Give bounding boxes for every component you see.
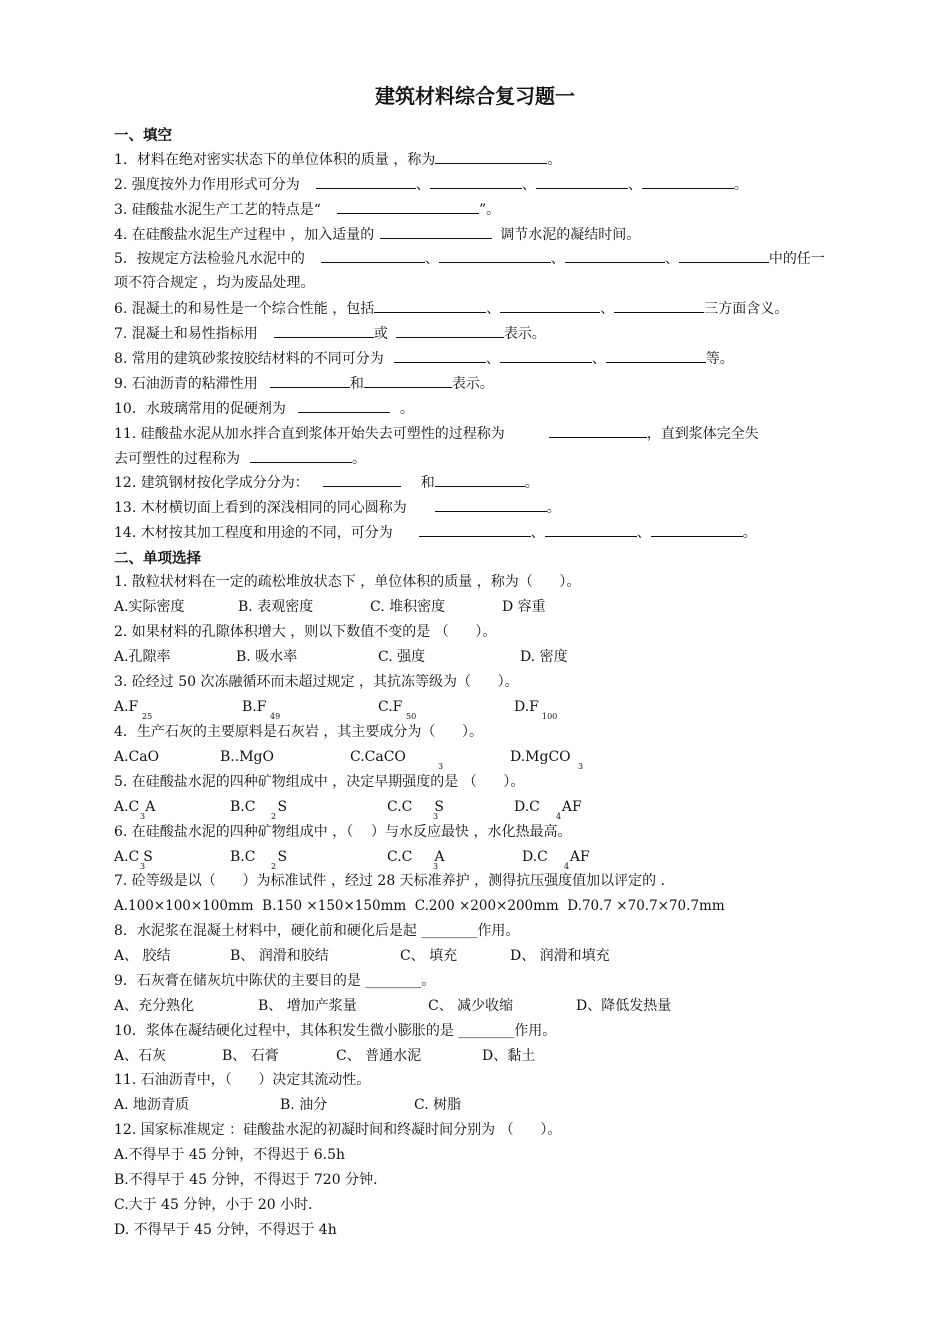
option-b[interactable]: B.C S [230, 849, 288, 865]
option-a[interactable]: A.不得早于 45 分钟，不得迟于 6.5h [114, 1147, 346, 1163]
page-title: 建筑材料综合复习题一 [375, 84, 575, 108]
choice-question-6: 6. 在硅酸盐水泥的四种矿物组成中 ，（ ）与水反应最快 ，水化热最高。 [114, 824, 572, 840]
option-a[interactable]: A.C A [114, 799, 156, 815]
answer-blank[interactable] [250, 448, 352, 463]
option-a[interactable]: A. 地沥青质 [114, 1097, 190, 1113]
answer-blank[interactable] [679, 248, 769, 263]
fill-question-13: 13. 木材横切面上看到的深浅相同的同心圆称为 。 [114, 497, 561, 518]
choice-question-2: 2. 如果材料的孔隙体积增大 ，则以下数值不变的是 （ ）。 [114, 624, 497, 640]
choice-question-4: 4．生产石灰的主要原料是石灰岩 ，其主要成分为（ ）。 [114, 724, 484, 740]
answer-blank[interactable] [270, 373, 350, 388]
answer-blank[interactable] [274, 323, 374, 338]
subscript: 4 [564, 862, 570, 871]
option-c[interactable]: C、 填充 [400, 948, 458, 964]
answer-blank[interactable] [606, 348, 706, 363]
option-c[interactable]: C.大于 45 分钟，小于 20 小时． [114, 1197, 323, 1213]
fill-question-4: 4. 在硅酸盐水泥生产过程中 ，加入适量的 调节水泥的凝结时间。 [114, 224, 640, 245]
option-d[interactable]: D.C AF [522, 849, 590, 865]
answer-blank[interactable] [323, 472, 401, 487]
option-b[interactable]: B、 增加产浆量 [258, 998, 357, 1014]
fill-question-5-cont: 项不符合规定 ，均为废品处理。 [114, 275, 315, 291]
answer-blank[interactable] [500, 298, 600, 313]
option-a[interactable]: A、充分熟化 [114, 998, 195, 1014]
fill-question-9: 9. 石油沥青的粘滞性用 和 表示。 [114, 373, 494, 394]
answer-blank[interactable] [337, 199, 479, 214]
fill-question-2: 2. 强度按外力作用形式可分为 、 、 、 。 [114, 174, 748, 195]
fill-question-3: 3. 硅酸盐水泥生产工艺的特点是“ ”。 [114, 199, 500, 220]
option-b[interactable]: B.C S [230, 799, 288, 815]
fill-question-10: 10．水玻璃常用的促硬剂为 。 [114, 398, 414, 419]
option-c[interactable]: C.C A [387, 849, 445, 865]
answer-blank[interactable] [435, 149, 547, 164]
answer-blank[interactable] [439, 248, 551, 263]
choice-question-8: 8．水泥浆在混凝土材料中，硬化前和硬化后是起 ________作用。 [114, 923, 520, 939]
choice-question-7: 7. 砼等级是以（ ）为标准试件 ，经过 28 天标准养护 ，测得抗压强度值加以评定的 . [114, 873, 666, 889]
subscript: 4 [556, 812, 562, 821]
option-b[interactable]: B、 石膏 [222, 1048, 279, 1064]
subscript: 100 [542, 712, 558, 721]
choice-question-1: 1. 散粒状材料在一定的疏松堆放状态下 ，单位体积的质量 ，称为（ ）。 [114, 574, 581, 590]
option-d[interactable]: D 容重 [502, 599, 546, 615]
option-d[interactable]: D.MgCO [510, 749, 571, 765]
fill-question-5: 5．按规定方法检验凡水泥中的 、 、 、 中的任一 [114, 248, 825, 269]
option-b[interactable]: B. 油分 [280, 1097, 328, 1113]
answer-blank[interactable] [651, 522, 743, 537]
subscript: 50 [406, 712, 417, 721]
option-a[interactable]: A.C S [114, 849, 153, 865]
answer-blank[interactable] [642, 174, 734, 189]
answer-blank[interactable] [430, 174, 522, 189]
option-d[interactable]: D. 密度 [520, 649, 568, 665]
options-row[interactable]: A.100×100×100mm B.150 ×150×150mm C.200 ×200×200mm D.70.7 ×70.7×70.7mm [114, 898, 725, 914]
option-b[interactable]: B..MgO [220, 749, 274, 765]
option-c[interactable]: C. 树脂 [414, 1097, 462, 1113]
fill-question-12: 12. 建筑钢材按化学成分分为： 和 。 [114, 472, 539, 493]
option-d[interactable]: D、降低发热量 [576, 998, 672, 1014]
option-b[interactable]: B. 表观密度 [238, 599, 314, 615]
subscript: 2 [271, 862, 277, 871]
option-d[interactable]: D.C AF [514, 799, 582, 815]
fill-question-11: 11. 硅酸盐水泥从加水拌合直到浆体开始失去可塑性的过程称为 ，直到浆体完全失 [114, 423, 759, 444]
option-c[interactable]: C.CaCO [350, 749, 406, 765]
option-c[interactable]: C.C S [387, 799, 444, 815]
answer-blank[interactable] [380, 224, 492, 239]
answer-blank[interactable] [536, 174, 628, 189]
subscript: 3 [433, 812, 439, 821]
option-c[interactable]: C、 减少收缩 [428, 998, 514, 1014]
answer-blank[interactable] [435, 497, 547, 512]
section-heading-fill: 一、填空 [114, 128, 172, 144]
option-c[interactable]: C. 堆积密度 [370, 599, 446, 615]
answer-blank[interactable] [298, 398, 390, 413]
fill-question-8: 8. 常用的建筑砂浆按胶结材料的不同可分为 、 、 等。 [114, 348, 734, 369]
choice-question-11: 11. 石油沥青中，（ ）决定其流动性。 [114, 1072, 371, 1088]
answer-blank[interactable] [549, 423, 647, 438]
answer-blank[interactable] [374, 298, 486, 313]
subscript: 49 [270, 712, 281, 721]
option-d[interactable]: D. 不得早于 45 分钟，不得迟于 4h [114, 1222, 337, 1238]
option-b[interactable]: B.不得早于 45 分钟，不得迟于 720 分钟． [114, 1172, 388, 1188]
subscript: 3 [438, 762, 444, 771]
option-a[interactable]: A.F [114, 699, 139, 715]
fill-question-7: 7. 混凝土和易性指标用 或 表示。 [114, 323, 546, 344]
fill-question-11-cont: 去可塑性的过程称为 。 [114, 448, 366, 469]
option-c[interactable]: C.F [378, 699, 403, 715]
answer-blank[interactable] [394, 348, 486, 363]
choice-question-9: 9．石灰膏在储灰坑中陈伏的主要目的是 ________。 [114, 973, 436, 989]
choice-question-10: 10．浆体在凝结硬化过程中，其体积发生微小膨胀的是 ________作用。 [114, 1023, 557, 1039]
option-a[interactable]: A.CaO [114, 749, 160, 765]
answer-blank[interactable] [364, 373, 452, 388]
option-b[interactable]: B. 吸水率 [236, 649, 298, 665]
option-d[interactable]: D.F [514, 699, 539, 715]
subscript: 3 [433, 862, 439, 871]
answer-blank[interactable] [500, 348, 592, 363]
subscript: 3 [140, 812, 146, 821]
choice-question-3: 3. 砼经过 50 次冻融循环而未超过规定 ，其抗冻等级为（ ）。 [114, 674, 519, 690]
answer-blank[interactable] [565, 248, 665, 263]
fill-question-14: 14. 木材按其加工程度和用途的不同，可分为 、 、 。 [114, 522, 757, 543]
subscript: 25 [142, 712, 153, 721]
option-d[interactable]: D、 润滑和填充 [510, 948, 610, 964]
answer-blank[interactable] [316, 174, 416, 189]
answer-blank[interactable] [545, 522, 637, 537]
fill-question-6: 6. 混凝土的和易性是一个综合性能 ，包括 、 、 三方面含义。 [114, 298, 788, 319]
option-a[interactable]: A.孔隙率 [114, 649, 171, 665]
choice-question-5: 5. 在硅酸盐水泥的四种矿物组成中 ，决定早期强度的是 （ ）。 [114, 774, 525, 790]
answer-blank[interactable] [419, 522, 531, 537]
answer-blank[interactable] [396, 323, 504, 338]
option-b[interactable]: B、 润滑和胶结 [230, 948, 329, 964]
subscript: 3 [578, 762, 584, 771]
answer-blank[interactable] [435, 472, 525, 487]
fill-question-1: 1．材料在绝对密实状态下的单位体积的质量 ，称为 。 [114, 149, 561, 170]
option-a[interactable]: A、石灰 [114, 1048, 167, 1064]
option-c[interactable]: C. 强度 [378, 649, 426, 665]
subscript: 2 [271, 812, 277, 821]
answer-blank[interactable] [321, 248, 425, 263]
subscript: 3 [140, 862, 146, 871]
option-d[interactable]: D、黏土 [482, 1048, 536, 1064]
option-b[interactable]: B.F [242, 699, 267, 715]
option-a[interactable]: A、 胶结 [114, 948, 171, 964]
answer-blank[interactable] [614, 298, 704, 313]
option-a[interactable]: A.实际密度 [114, 599, 185, 615]
choice-question-12: 12. 国家标准规定 ：硅酸盐水泥的初凝时间和终凝时间分别为 （ ）。 [114, 1122, 562, 1138]
option-c[interactable]: C、 普通水泥 [336, 1048, 422, 1064]
section-heading-choice: 二、单项选择 [114, 551, 201, 567]
